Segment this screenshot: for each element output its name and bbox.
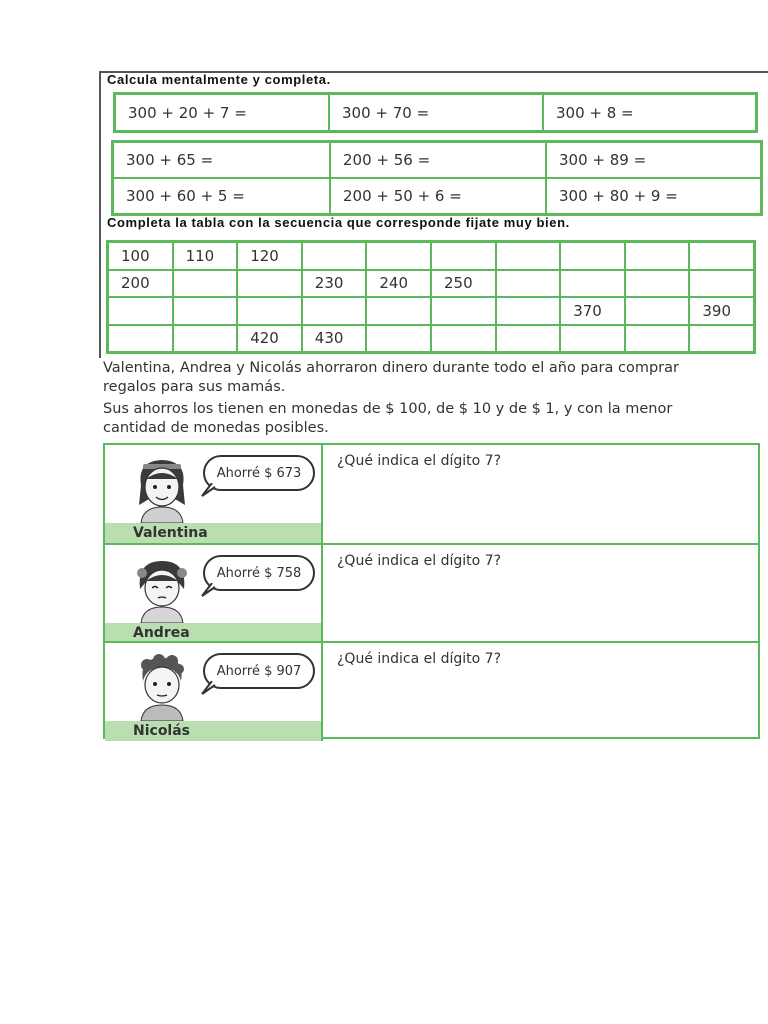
sum-cell[interactable]: 200 + 56 = [330,142,546,178]
sequence-cell[interactable] [625,325,690,353]
sequence-cell[interactable] [496,325,561,353]
text-line: Sus ahorros los tienen en monedas de $ 100, de $ 10 y de $ 1, y con la menor [103,401,673,417]
sum-cell[interactable]: 200 + 50 + 6 = [330,178,546,214]
sequence-cell[interactable] [431,297,496,325]
kid-card [105,545,323,643]
kid-name-label: Nicolás [105,721,321,741]
speech-bubble: Ahorré $ 907 [203,653,315,689]
sequence-cell[interactable] [108,297,173,325]
sequence-cell[interactable] [366,242,431,270]
sequence-cell[interactable] [431,325,496,353]
kid-name-label: Andrea [105,623,321,643]
kids-table [103,443,760,739]
sequence-cell[interactable]: 240 [366,270,431,298]
sequence-cell[interactable] [302,242,367,270]
sequence-cell[interactable] [625,270,690,298]
sequence-cell[interactable]: 110 [173,242,238,270]
text-line: Valentina, Andrea y Nicolás ahorraron dinero durante todo el año para comprar [103,360,679,376]
sequence-cell[interactable]: 120 [237,242,302,270]
speech-bubble: Ahorré $ 673 [203,455,315,491]
kid-card [105,445,323,543]
kid-name-label: Valentina [105,523,321,543]
kid-card [105,643,323,741]
bubble-tail-icon [200,483,216,497]
sequence-cell[interactable] [689,325,754,353]
sum-grid-2 [111,140,763,216]
boy-portrait-icon [127,653,197,721]
frame-left-line [99,71,101,358]
sequence-cell[interactable] [173,270,238,298]
sequence-cell[interactable] [560,325,625,353]
sequence-cell[interactable] [689,270,754,298]
sum-row-1 [113,92,758,133]
sequence-cell[interactable]: 100 [108,242,173,270]
sequence-cell[interactable]: 200 [108,270,173,298]
sequence-cell[interactable] [560,242,625,270]
sequence-cell[interactable] [173,297,238,325]
sequence-cell[interactable] [366,297,431,325]
bubble-tail-icon [200,681,216,695]
sequence-cell[interactable]: 390 [689,297,754,325]
bubble-tail-icon [200,583,216,597]
sequence-cell[interactable] [108,325,173,353]
story-paragraph-2 [103,400,763,438]
sequence-cell[interactable] [431,242,496,270]
sequence-table [106,240,756,354]
speech-bubble: Ahorré $ 758 [203,555,315,591]
sum-cell[interactable]: 300 + 80 + 9 = [546,178,761,214]
kid-row-nicolas [105,641,758,741]
sum-cell[interactable]: 300 + 20 + 7 = [115,94,329,131]
instruction-completa: Completa la tabla con la secuencia que corresponde fijate muy bien. [107,215,570,230]
text-line: regalos para sus mamás. [103,379,286,395]
sum-cell[interactable]: 300 + 60 + 5 = [113,178,330,214]
sequence-cell[interactable] [302,297,367,325]
sequence-cell[interactable]: 420 [237,325,302,353]
sequence-cell[interactable] [625,242,690,270]
girl-portrait-icon [127,455,197,523]
sum-cell[interactable]: 300 + 70 = [329,94,543,131]
sum-cell[interactable]: 300 + 65 = [113,142,330,178]
sum-cell[interactable]: 300 + 89 = [546,142,761,178]
sequence-cell[interactable] [496,297,561,325]
question-text: ¿Qué indica el dígito 7? [337,651,502,667]
instruction-calcula: Calcula mentalmente y completa. [107,72,331,87]
sequence-cell[interactable]: 230 [302,270,367,298]
sequence-cell[interactable] [560,270,625,298]
text-line: cantidad de monedas posibles. [103,420,329,436]
sequence-cell[interactable] [237,270,302,298]
kid-row-andrea [105,543,758,643]
sequence-cell[interactable] [173,325,238,353]
sequence-cell[interactable]: 250 [431,270,496,298]
sequence-cell[interactable]: 370 [560,297,625,325]
question-text: ¿Qué indica el dígito 7? [337,453,502,469]
sequence-cell[interactable]: 430 [302,325,367,353]
story-paragraph-1 [103,359,763,397]
kid-row-valentina [105,445,758,543]
sum-cell[interactable]: 300 + 8 = [543,94,756,131]
sequence-cell[interactable] [496,270,561,298]
sequence-cell[interactable] [496,242,561,270]
sequence-cell[interactable] [689,242,754,270]
sequence-cell[interactable] [625,297,690,325]
girl-portrait-icon [127,555,197,623]
question-text: ¿Qué indica el dígito 7? [337,553,502,569]
sequence-cell[interactable] [366,325,431,353]
sequence-cell[interactable] [237,297,302,325]
